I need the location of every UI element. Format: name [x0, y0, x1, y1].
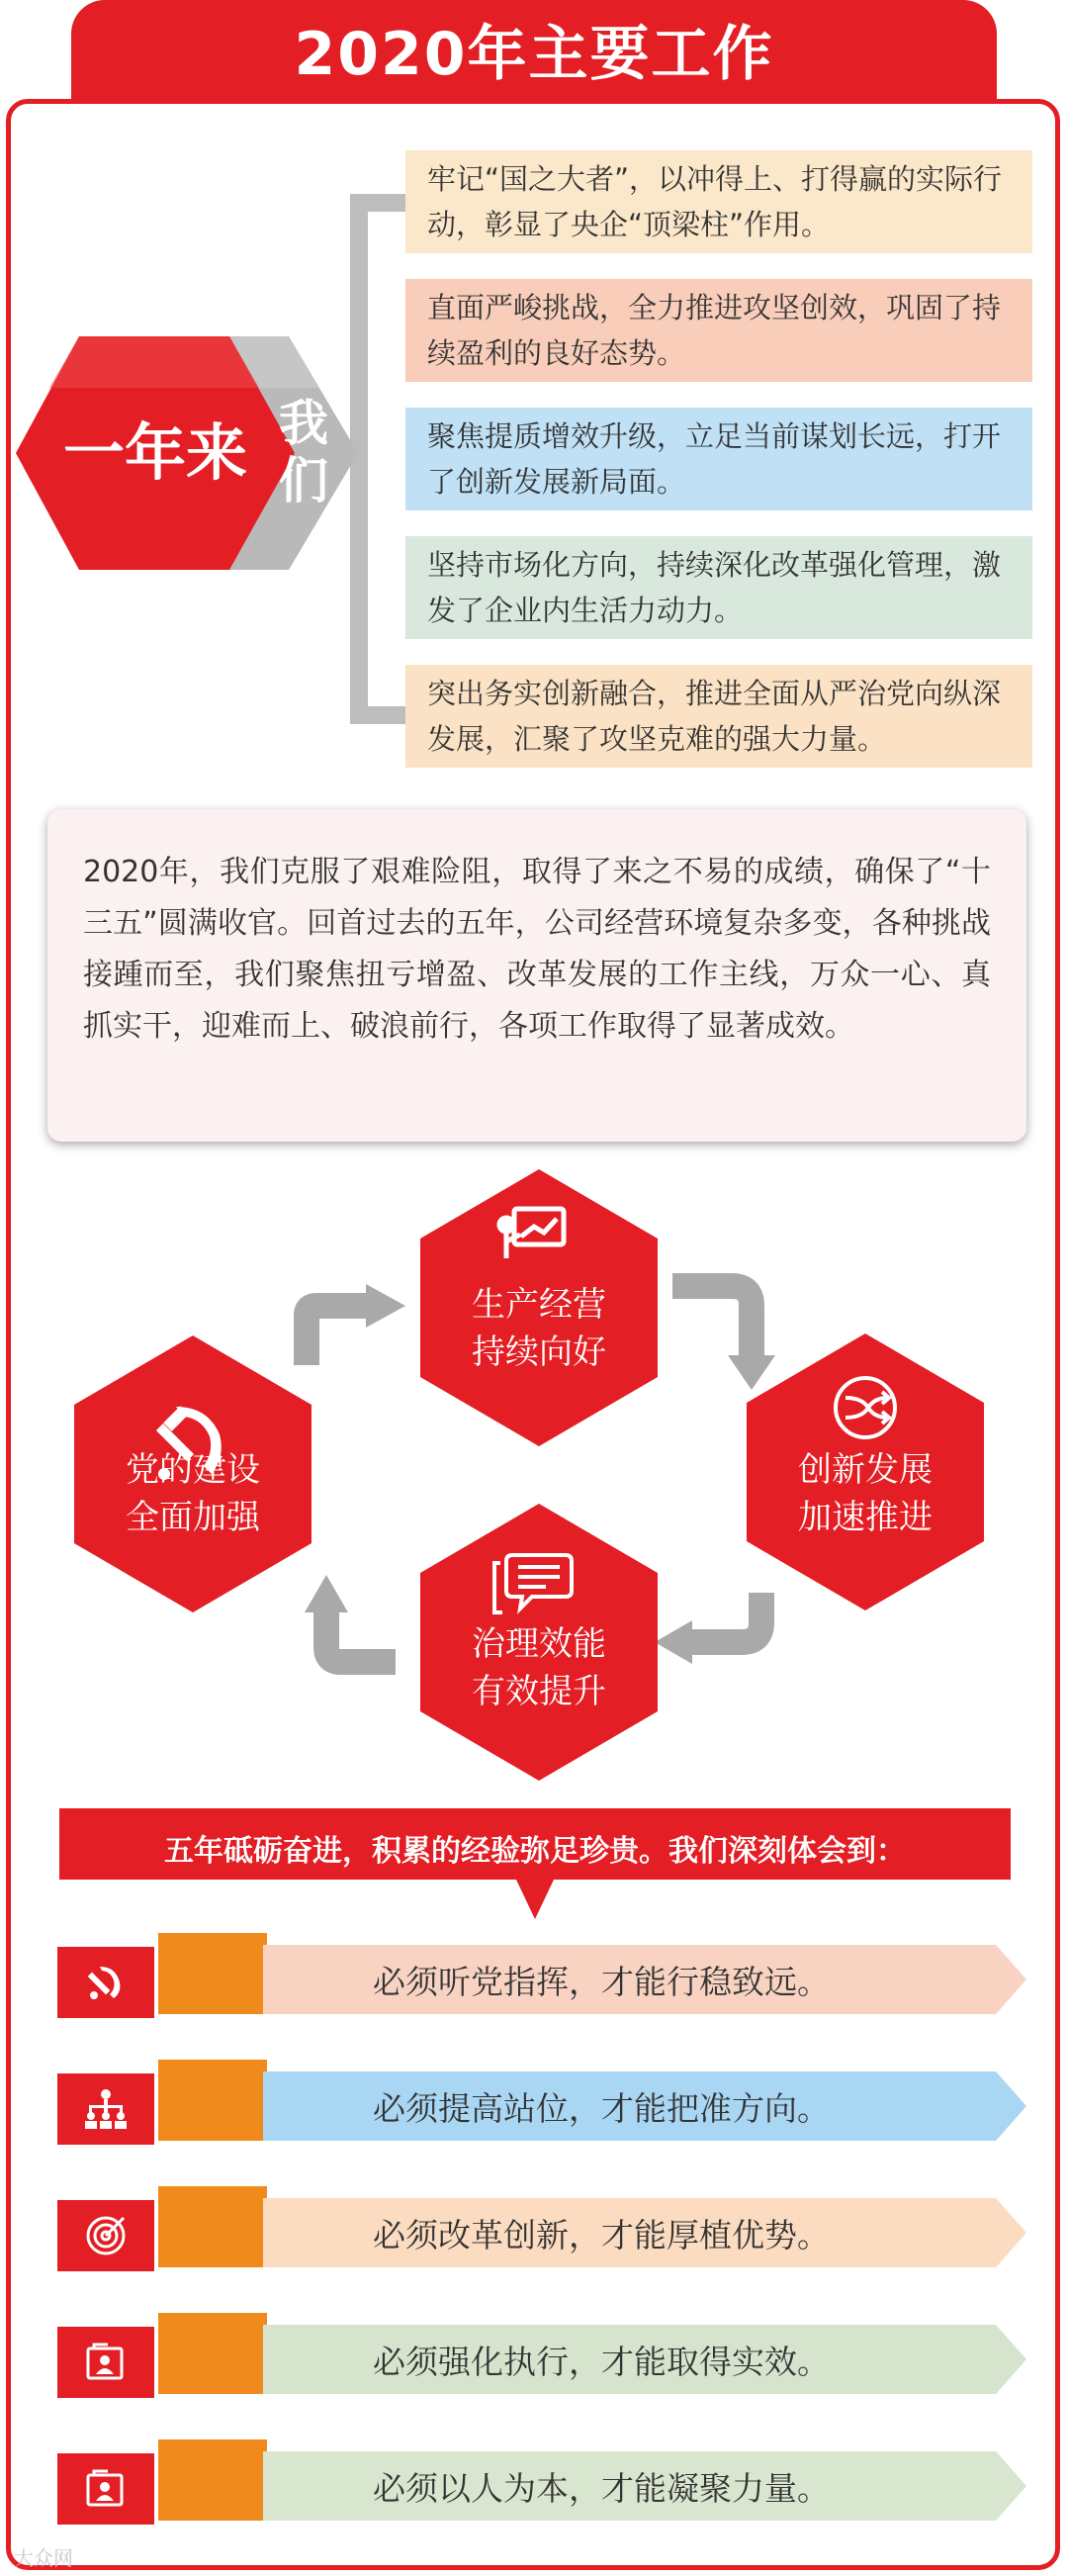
principle-row-5 [57, 2447, 1026, 2527]
achievement-item-2: 直面严峻挑战，全力推进攻坚创效，巩固了持续盈利的良好态势。 [405, 279, 1032, 382]
achievement-item-1: 牢记“国之大者”，以冲得上、打得赢的实际行动，彰显了央企“顶梁柱”作用。 [405, 150, 1032, 253]
principle-row-1 [57, 1941, 1026, 2020]
watermark: 大众网 [14, 2546, 73, 2570]
principle-row-4 [57, 2321, 1026, 2400]
principle-row-2 [57, 2068, 1026, 2147]
cycle-production-label: 生产经营 持续向好 [472, 1285, 606, 1372]
arrow-governance-to-party [326, 1612, 396, 1662]
document-person-icon [57, 2327, 154, 2398]
experience-banner: 五年砥砺奋进，积累的经验弥足珍贵。我们深刻体会到： [164, 1834, 906, 1869]
principle-text: 必须改革创新，才能厚植优势。 [373, 2215, 830, 2254]
arrow-production-to-innovation [672, 1286, 752, 1355]
arrow-party-to-production [307, 1306, 366, 1365]
hammer-sickle-icon [57, 1947, 154, 2018]
arrow-innovation-to-governance [692, 1593, 761, 1642]
achievement-item-4: 坚持市场化方向，持续深化改革强化管理，激发了企业内生活力动力。 [405, 536, 1032, 639]
year-hex-label: 一年来 [62, 416, 247, 489]
document-person-icon [57, 2453, 154, 2525]
principle-row-3 [57, 2194, 1026, 2273]
principle-text: 必须听党指挥，才能行稳致远。 [373, 1962, 830, 2001]
org-chart-icon [57, 2073, 154, 2145]
achievement-item-5: 突出务实创新融合，推进全面从严治党向纵深发展，汇聚了攻坚克难的强大力量。 [405, 665, 1032, 768]
cycle-innovation-label: 创新发展 加速推进 [798, 1450, 933, 1537]
bracket-line [359, 203, 405, 715]
summary-box: 2020年，我们克服了艰难险阻，取得了来之不易的成绩，确保了“十三五”圆满收官。回首过去的五年，公司经营环境复杂多变，各种挑战接踵而至，我们聚焦扭亏增盈、改革发展的工作主线，万众一心、真抓实干，迎难而上、破浪前行，各项工作取得了显著成效。 [47, 809, 1026, 1142]
cycle-party-label: 党的建设 全面加强 [126, 1450, 260, 1537]
side-label-2: 们 [279, 452, 328, 509]
principle-text: 必须强化执行，才能取得实效。 [373, 2342, 830, 2381]
page-title: 2020年主要工作 [71, 0, 997, 99]
principle-text: 必须以人为本，才能凝聚力量。 [373, 2468, 830, 2508]
side-label-1: 我 [279, 395, 328, 452]
target-icon [57, 2200, 154, 2271]
cycle-governance-label: 治理效能 有效提升 [472, 1624, 606, 1711]
principle-text: 必须提高站位，才能把准方向。 [373, 2088, 830, 2128]
achievement-item-3: 聚焦提质增效升级，立足当前谋划长远，打开了创新发展新局面。 [405, 408, 1032, 510]
